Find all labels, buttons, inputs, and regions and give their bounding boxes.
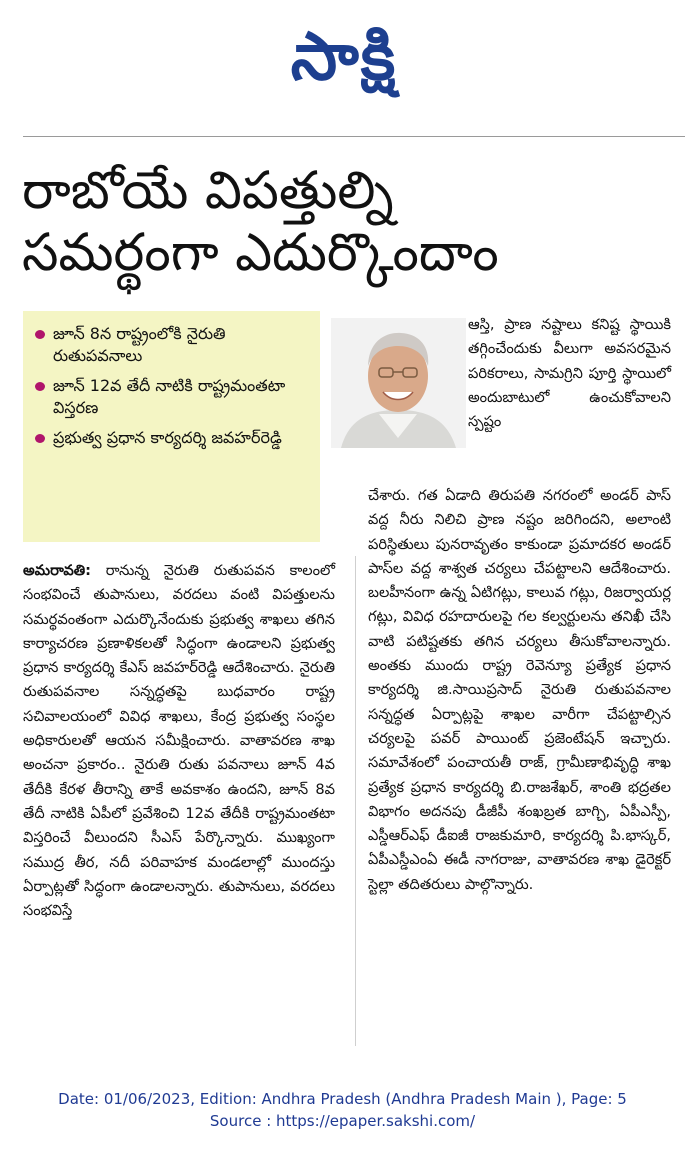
headline-line-1: రాబోయే విపత్తుల్ని	[22, 161, 394, 221]
highlight-text: జూన్ 12వ తేదీ నాటికి రాష్ట్రమంతటా విస్తరణ	[53, 376, 286, 417]
header-divider	[23, 136, 685, 137]
masthead	[0, 0, 685, 120]
article-column-left	[23, 559, 335, 923]
footer	[0, 1088, 685, 1132]
article-body-left: రానున్న నైరుతి రుతుపవన కాలంలో సంభవించే తుపానులు, వరదలు వంటి విపత్తులను సమర్థవంతంగా ఎదుర్కొనేందుకు ప్రభుత్వ శాఖలు తగిన కార్యాచరణ ప్రణాళికలతో సిద్ధంగా ఉండాలని ప్రభుత్వ ప్రధాన కార్యదర్శి కేఎస్ జవహర్‌రెడ్డి ఆదేశించారు. నైరుతి రుతుపవనాల సన్నద్ధతపై బుధవారం రాష్ట్ర సచివాలయంలో వివిధ శాఖలు, కేంద్ర ప్రభుత్వ సంస్థల అధికారులతో ఆయన సమీక్షించారు. వాతావరణ శాఖ అంచనా ప్రకారం.. నైరుతి రుతు పవనాలు జూన్ 4వ తేదీకి కేరళ తీరాన్ని తాకే అవకాశం ఉందని, జూన్ 8వ తేదీ నాటికి ఏపీలో ప్రవేశించి 12వ తేదీకి రాష్ట్రమంతటా విస్తరించే వీలుందని సీఎస్ పేర్కొన్నారు. ముఖ్యంగా సముద్ర తీర, నదీ పరివాహక మండలాల్లో ముందస్తు ఏర్పాట్లతో సిద్ధంగా ఉండాలన్నారు. తుపానులు, వరదలు సంభవిస్తే	[23, 562, 335, 920]
highlight-text: జూన్ 8న రాష్ట్రంలోకి నైరుతి రుతుపవనాలు	[53, 324, 226, 365]
bullet-icon	[35, 330, 45, 339]
sakshi-logo[interactable]: సాక్షి	[290, 18, 398, 95]
portrait-photo	[331, 318, 466, 448]
highlight-item	[35, 323, 314, 367]
highlights-box	[23, 311, 320, 542]
edition-info: Date: 01/06/2023, Edition: Andhra Pradesh (Andhra Pradesh Main ), Page: 5	[58, 1090, 627, 1108]
highlight-item	[35, 427, 314, 449]
article-column-right: చేశారు. గత ఏడాది తిరుపతి నగరంలో అండర్ పాస్ వద్ద నీరు నిలిచి ప్రాణ నష్టం జరిగిందని, అలాంటి పరిస్థితులు పునరావృతం కాకుండా ప్రమాదకర అండర్ పాస్‌ల వద్ద శాశ్వత చర్యలు చేపట్టాలని ఆదేశించారు. బలహీనంగా ఉన్న ఏటిగట్లు, కాలువ గట్లు, రిజర్వాయర్ల గట్లు, వివిధ రహదారులపై గల కల్వర్టులను తనిఖీ చేసి వాటి పటిష్టతకు తగిన చర్యలు తీసుకోవాలన్నారు. అంతకు ముందు రాష్ట్ర రెవెన్యూ ప్రత్యేక ప్రధాన కార్యదర్శి జి.సాయిప్రసాద్ నైరుతి రుతుపవనాల సన్నద్ధత ఏర్పాట్లపై శాఖల వారీగా చేపట్టాల్సిన చర్యలపై పవర్ పాయింట్ ప్రజెంటేషన్ ఇచ్చారు. సమావేశంలో పంచాయతీ రాజ్, గ్రామీణాభివృద్ధి శాఖ ప్రత్యేక ప్రధాన కార్యదర్శి బి.రాజశేఖర్, శాంతి భద్రతల విభాగం అదనపు డీజీపీ శంఖబ్రత బాగ్చి, ఏపీఎస్పీ, ఎస్డీఆర్ఎఫ్ డీఐజీ రాజకుమారి, కార్యదర్శి పి.భాస్కర్, ఏపీఎస్డీఎంఏ ఈడీ నాగరాజు, వాతావరణ శాఖ డైరెక్టర్ స్టెల్లా తదితరులు పాల్గొన్నారు.	[368, 487, 671, 893]
highlight-item	[35, 375, 314, 419]
bullet-icon	[35, 382, 45, 391]
article-column-right-top: ఆస్తి, ప్రాణ నష్టాలు కనిష్ట స్థాయికి తగ్గించేందుకు వీలుగా అవసరమైన పరికరాలు, సామగ్రిని పూర్తి స్థాయిలో అందుబాటులో ఉంచుకోవాలని స్పష్టం	[468, 316, 671, 431]
article-headline	[22, 160, 662, 284]
source-link[interactable]: Source : https://epaper.sakshi.com/	[209, 1112, 476, 1130]
dateline: అమరావతి:	[23, 562, 91, 579]
highlight-text: ప్రభుత్వ ప్రధాన కార్యదర్శి జవహర్‌రెడ్డి	[53, 428, 282, 447]
bullet-icon	[35, 434, 45, 443]
column-divider	[355, 556, 356, 1046]
headline-line-2: సమర్థంగా ఎదుర్కొందాం	[22, 223, 499, 283]
portrait-icon	[331, 318, 466, 448]
